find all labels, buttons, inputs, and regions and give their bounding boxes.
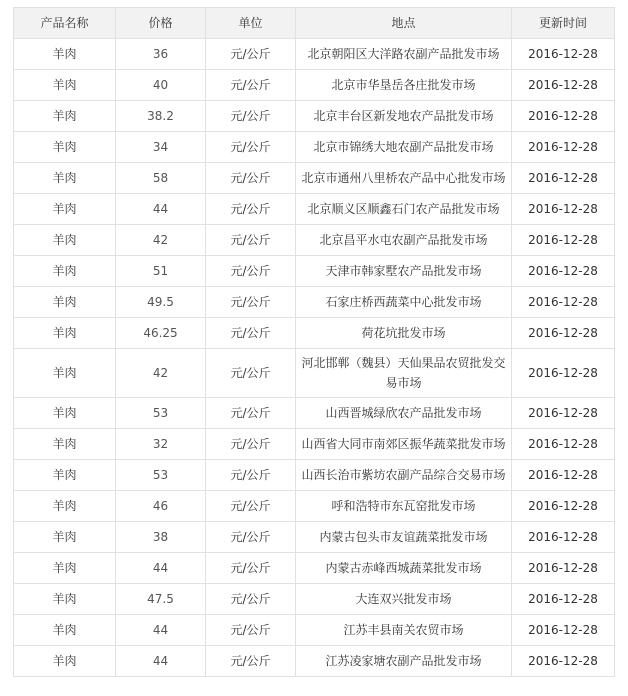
cell-unit: 元/公斤 xyxy=(206,615,296,646)
table-row xyxy=(14,491,615,522)
table-row xyxy=(14,70,615,101)
cell-price: 51 xyxy=(116,256,206,287)
cell-unit: 元/公斤 xyxy=(206,398,296,429)
cell-date: 2016-12-28 xyxy=(512,70,615,101)
cell-location: 北京市通州八里桥农产品中心批发市场 xyxy=(296,163,512,194)
cell-price: 47.5 xyxy=(116,584,206,615)
cell-price: 44 xyxy=(116,553,206,584)
cell-price: 38.2 xyxy=(116,101,206,132)
cell-location: 北京昌平水屯农副产品批发市场 xyxy=(296,225,512,256)
cell-location: 江苏丰县南关农贸市场 xyxy=(296,615,512,646)
cell-product-name: 羊肉 xyxy=(14,615,116,646)
cell-location: 北京顺义区顺鑫石门农产品批发市场 xyxy=(296,194,512,225)
cell-product-name: 羊肉 xyxy=(14,132,116,163)
cell-unit: 元/公斤 xyxy=(206,163,296,194)
table-row xyxy=(14,163,615,194)
cell-date: 2016-12-28 xyxy=(512,39,615,70)
cell-product-name: 羊肉 xyxy=(14,349,116,398)
header-product-name: 产品名称 xyxy=(14,8,116,39)
cell-unit: 元/公斤 xyxy=(206,429,296,460)
cell-product-name: 羊肉 xyxy=(14,163,116,194)
cell-location: 天津市韩家墅农产品批发市场 xyxy=(296,256,512,287)
cell-unit: 元/公斤 xyxy=(206,101,296,132)
cell-unit: 元/公斤 xyxy=(206,349,296,398)
cell-product-name: 羊肉 xyxy=(14,225,116,256)
cell-price: 44 xyxy=(116,194,206,225)
cell-unit: 元/公斤 xyxy=(206,132,296,163)
cell-location: 内蒙古包头市友谊蔬菜批发市场 xyxy=(296,522,512,553)
cell-unit: 元/公斤 xyxy=(206,553,296,584)
cell-location: 北京朝阳区大洋路农副产品批发市场 xyxy=(296,39,512,70)
cell-unit: 元/公斤 xyxy=(206,225,296,256)
price-table xyxy=(13,7,615,677)
table-row xyxy=(14,132,615,163)
table-row xyxy=(14,39,615,70)
cell-product-name: 羊肉 xyxy=(14,522,116,553)
header-price: 价格 xyxy=(116,8,206,39)
cell-price: 42 xyxy=(116,225,206,256)
cell-location: 内蒙古赤峰西城蔬菜批发市场 xyxy=(296,553,512,584)
cell-date: 2016-12-28 xyxy=(512,101,615,132)
cell-date: 2016-12-28 xyxy=(512,615,615,646)
cell-price: 32 xyxy=(116,429,206,460)
cell-location: 山西长治市紫坊农副产品综合交易市场 xyxy=(296,460,512,491)
cell-location: 河北邯郸（魏县）天仙果品农贸批发交易市场 xyxy=(296,349,512,398)
cell-date: 2016-12-28 xyxy=(512,349,615,398)
cell-product-name: 羊肉 xyxy=(14,584,116,615)
table-row xyxy=(14,256,615,287)
cell-unit: 元/公斤 xyxy=(206,522,296,553)
cell-product-name: 羊肉 xyxy=(14,491,116,522)
cell-price: 53 xyxy=(116,460,206,491)
table-row xyxy=(14,460,615,491)
cell-date: 2016-12-28 xyxy=(512,256,615,287)
cell-unit: 元/公斤 xyxy=(206,256,296,287)
cell-date: 2016-12-28 xyxy=(512,522,615,553)
cell-unit: 元/公斤 xyxy=(206,194,296,225)
cell-price: 46.25 xyxy=(116,318,206,349)
table-row xyxy=(14,287,615,318)
cell-date: 2016-12-28 xyxy=(512,318,615,349)
cell-location: 石家庄桥西蔬菜中心批发市场 xyxy=(296,287,512,318)
cell-location: 荷花坑批发市场 xyxy=(296,318,512,349)
table-row xyxy=(14,429,615,460)
table-row xyxy=(14,225,615,256)
cell-product-name: 羊肉 xyxy=(14,318,116,349)
table-row xyxy=(14,522,615,553)
cell-product-name: 羊肉 xyxy=(14,39,116,70)
cell-location: 北京市华垦岳各庄批发市场 xyxy=(296,70,512,101)
cell-price: 46 xyxy=(116,491,206,522)
cell-date: 2016-12-28 xyxy=(512,584,615,615)
cell-product-name: 羊肉 xyxy=(14,70,116,101)
table-body xyxy=(14,39,615,677)
cell-date: 2016-12-28 xyxy=(512,163,615,194)
cell-date: 2016-12-28 xyxy=(512,460,615,491)
cell-date: 2016-12-28 xyxy=(512,491,615,522)
header-unit: 单位 xyxy=(206,8,296,39)
cell-date: 2016-12-28 xyxy=(512,429,615,460)
cell-price: 38 xyxy=(116,522,206,553)
cell-price: 53 xyxy=(116,398,206,429)
cell-date: 2016-12-28 xyxy=(512,225,615,256)
cell-location: 北京丰台区新发地农产品批发市场 xyxy=(296,101,512,132)
cell-date: 2016-12-28 xyxy=(512,132,615,163)
cell-date: 2016-12-28 xyxy=(512,287,615,318)
cell-unit: 元/公斤 xyxy=(206,39,296,70)
cell-unit: 元/公斤 xyxy=(206,318,296,349)
cell-product-name: 羊肉 xyxy=(14,429,116,460)
table-row xyxy=(14,398,615,429)
cell-location: 江苏凌家塘农副产品批发市场 xyxy=(296,646,512,677)
cell-unit: 元/公斤 xyxy=(206,460,296,491)
cell-product-name: 羊肉 xyxy=(14,101,116,132)
table-row xyxy=(14,584,615,615)
cell-location: 大连双兴批发市场 xyxy=(296,584,512,615)
cell-date: 2016-12-28 xyxy=(512,646,615,677)
cell-location: 山西晋城绿欣农产品批发市场 xyxy=(296,398,512,429)
cell-product-name: 羊肉 xyxy=(14,553,116,584)
table-row xyxy=(14,553,615,584)
table-row xyxy=(14,615,615,646)
cell-price: 40 xyxy=(116,70,206,101)
header-location: 地点 xyxy=(296,8,512,39)
table-row xyxy=(14,194,615,225)
cell-unit: 元/公斤 xyxy=(206,584,296,615)
cell-date: 2016-12-28 xyxy=(512,398,615,429)
cell-product-name: 羊肉 xyxy=(14,194,116,225)
cell-price: 44 xyxy=(116,646,206,677)
cell-price: 42 xyxy=(116,349,206,398)
cell-price: 34 xyxy=(116,132,206,163)
cell-product-name: 羊肉 xyxy=(14,287,116,318)
cell-unit: 元/公斤 xyxy=(206,287,296,318)
cell-product-name: 羊肉 xyxy=(14,256,116,287)
table-row xyxy=(14,646,615,677)
cell-unit: 元/公斤 xyxy=(206,646,296,677)
cell-date: 2016-12-28 xyxy=(512,194,615,225)
cell-price: 49.5 xyxy=(116,287,206,318)
cell-location: 山西省大同市南郊区振华蔬菜批发市场 xyxy=(296,429,512,460)
cell-unit: 元/公斤 xyxy=(206,491,296,522)
header-update-time: 更新时间 xyxy=(512,8,615,39)
cell-date: 2016-12-28 xyxy=(512,553,615,584)
cell-price: 58 xyxy=(116,163,206,194)
cell-price: 44 xyxy=(116,615,206,646)
cell-location: 北京市锦绣大地农副产品批发市场 xyxy=(296,132,512,163)
cell-product-name: 羊肉 xyxy=(14,646,116,677)
table-row xyxy=(14,349,615,398)
cell-product-name: 羊肉 xyxy=(14,460,116,491)
table-row xyxy=(14,318,615,349)
cell-product-name: 羊肉 xyxy=(14,398,116,429)
cell-location: 呼和浩特市东瓦窑批发市场 xyxy=(296,491,512,522)
cell-price: 36 xyxy=(116,39,206,70)
table-header-row xyxy=(14,8,615,39)
table-row xyxy=(14,101,615,132)
cell-unit: 元/公斤 xyxy=(206,70,296,101)
